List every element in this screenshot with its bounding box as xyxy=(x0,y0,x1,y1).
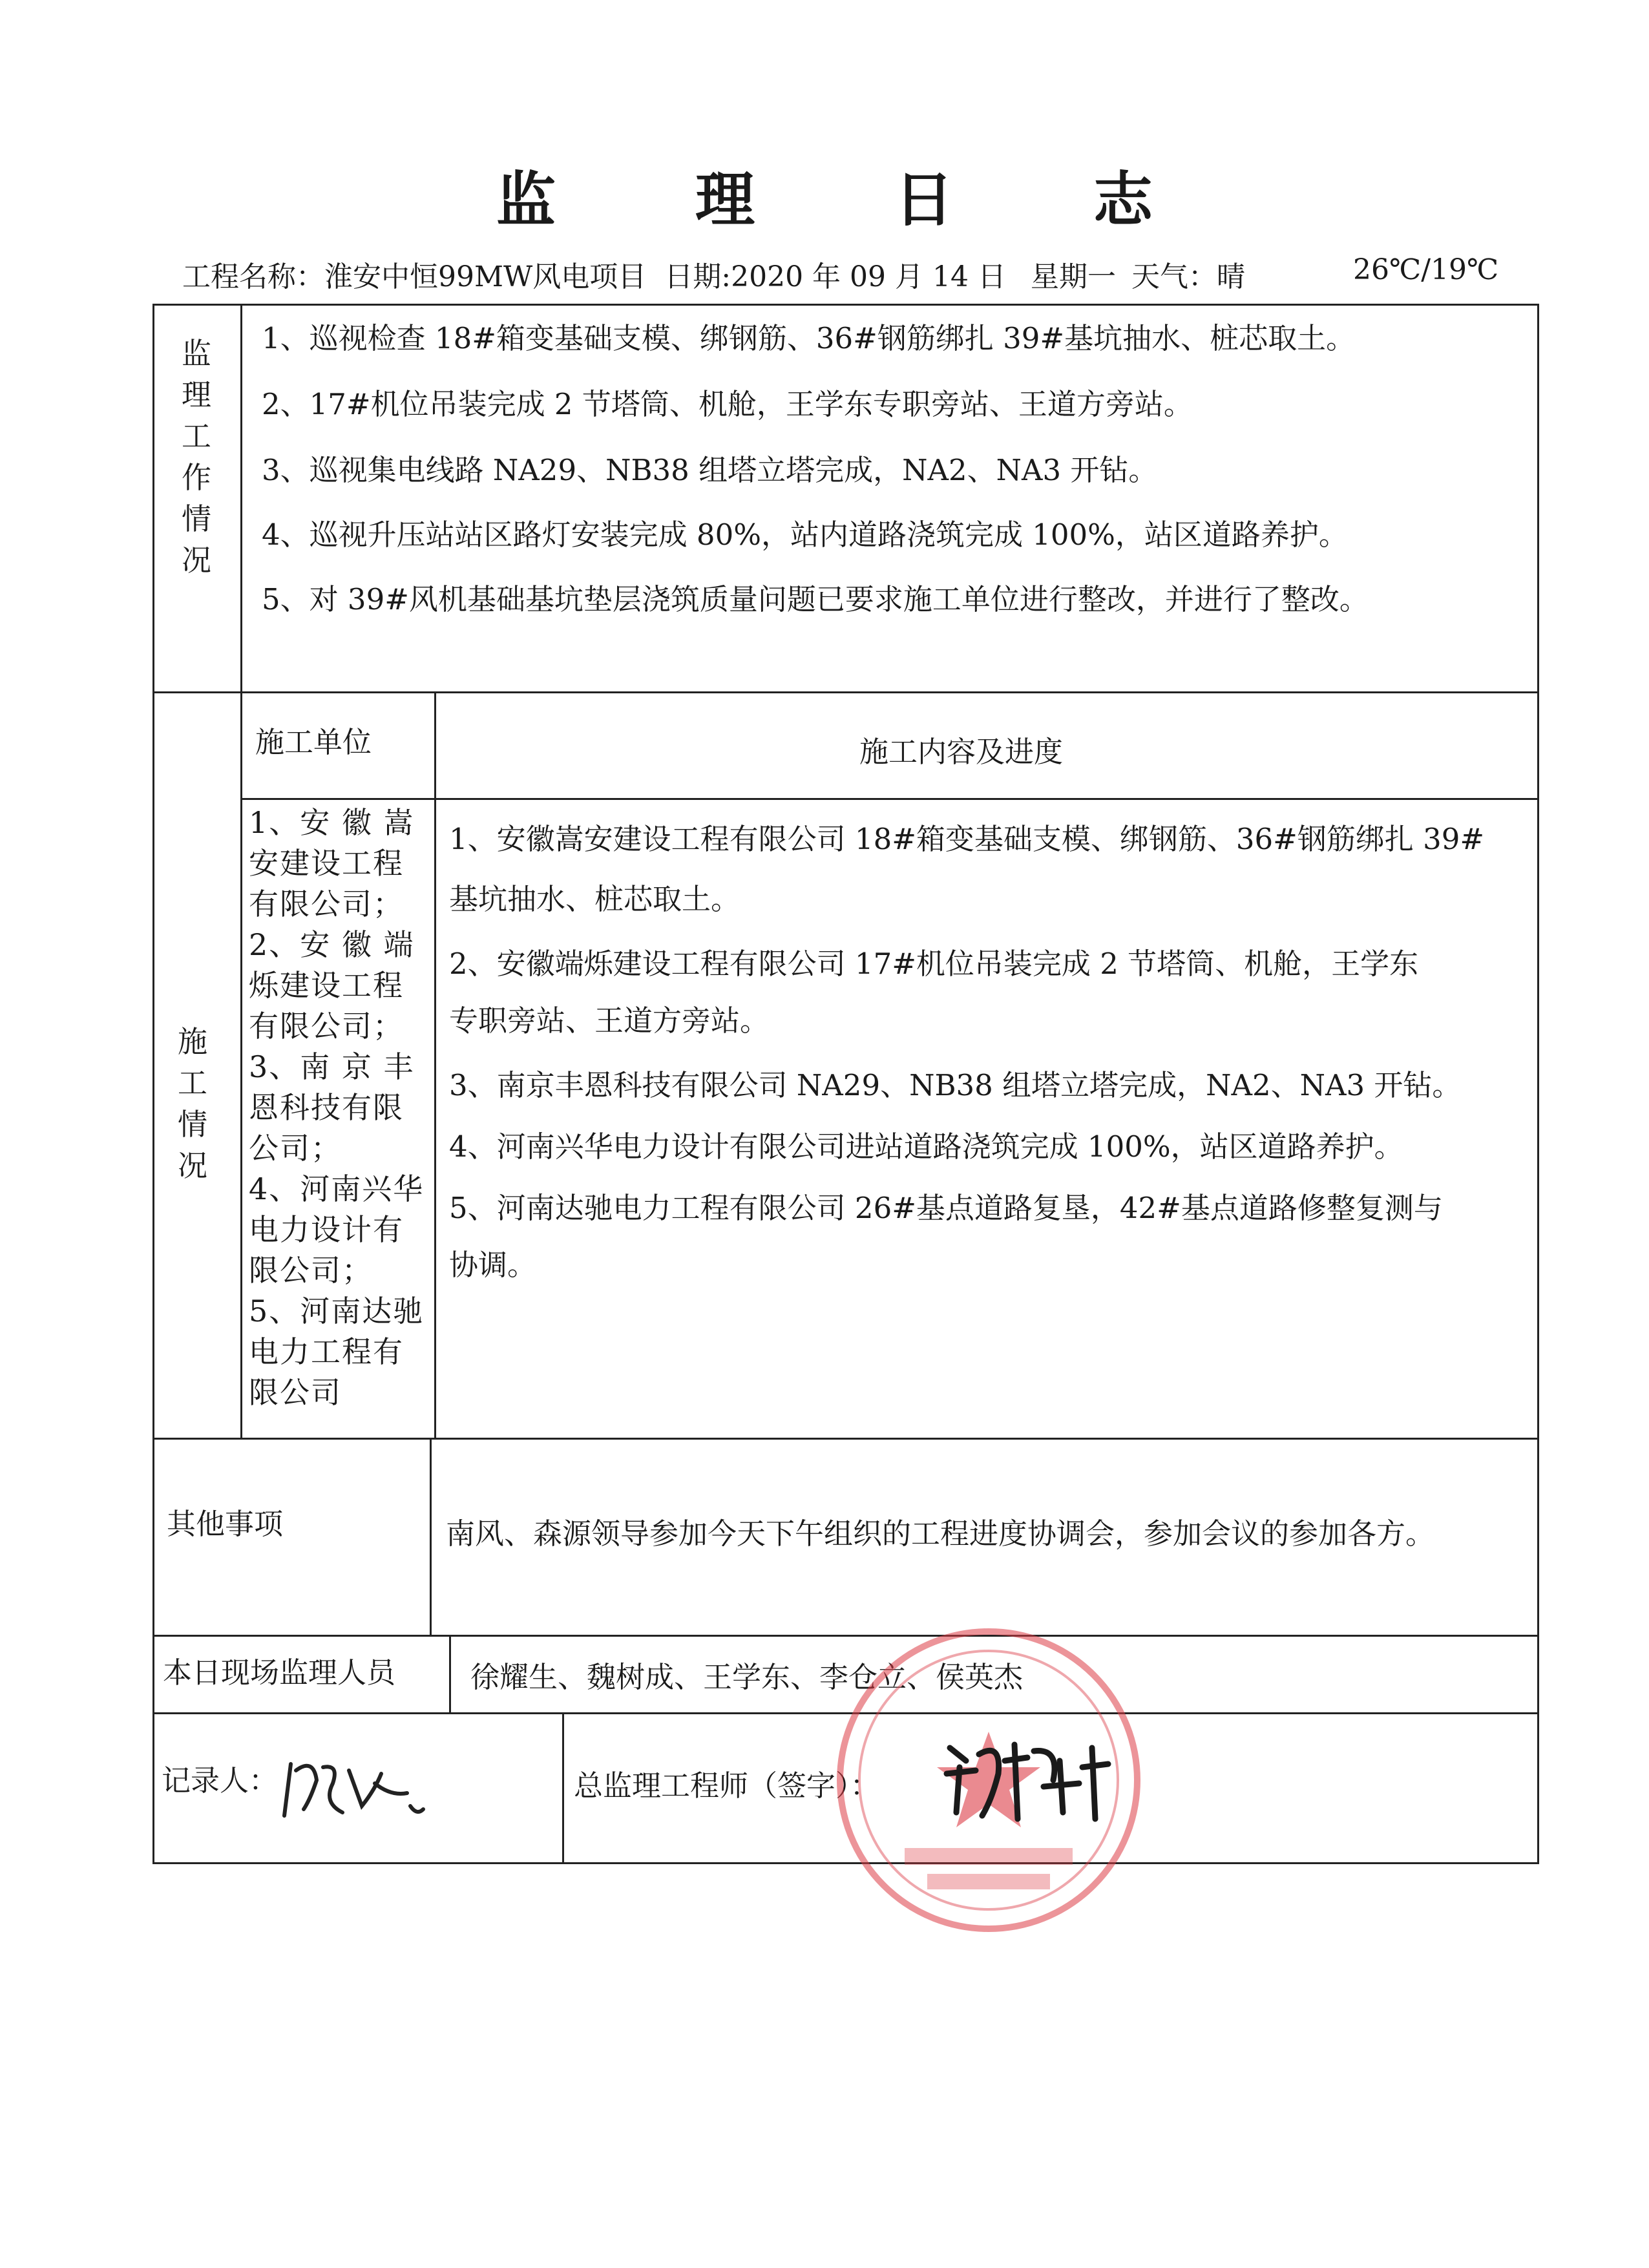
other-label: 其他事项 xyxy=(167,1507,284,1541)
divider xyxy=(240,798,1539,800)
header-line xyxy=(182,253,1500,295)
divider xyxy=(434,691,436,1438)
content-line: 3、南京丰恩科技有限公司 NA29、NB38 组塔立塔完成，NA2、NA3 开钻。 xyxy=(449,1068,1462,1102)
unit-line: 电力设计有 xyxy=(249,1212,404,1247)
unit-line: 5、河南达驰 xyxy=(249,1294,425,1328)
unit-line: 1、安 徽 嵩 xyxy=(249,805,415,840)
log-date: 日期:2020 年 09 月 14 日 xyxy=(664,260,1006,293)
recorder-signature xyxy=(278,1745,426,1829)
content-list xyxy=(449,817,1535,1288)
content-line: 1、安徽嵩安建设工程有限公司 18#箱变基础支模、绑钢筋、36#钢筋绑扎 39# xyxy=(449,822,1485,856)
chief-signature xyxy=(930,1722,1118,1832)
unit-line: 限公司 xyxy=(249,1375,342,1410)
unit-line: 2、安 徽 端 xyxy=(249,927,415,962)
project-name: 工程名称：淮安中恒99MW风电项目 xyxy=(182,260,647,293)
content-line: 4、河南兴华电力设计有限公司进站道路浇筑完成 100%，站区道路养护。 xyxy=(449,1129,1403,1164)
weather: 天气：晴 xyxy=(1131,260,1245,293)
supervision-item: 2、17#机位吊装完成 2 节塔筒、机舱，王学东专职旁站、王道方旁站。 xyxy=(262,387,1193,421)
divider xyxy=(562,1712,564,1864)
divider xyxy=(152,1438,1539,1440)
supervision-item: 3、巡视集电线路 NA29、NB38 组塔立塔完成，NA2、NA3 开钻。 xyxy=(262,453,1158,487)
recorder-signature-drawing xyxy=(278,1745,426,1829)
supervision-item: 5、对 39#风机基础基坑垫层浇筑质量问题已要求施工单位进行整改，并进行了整改。 xyxy=(262,582,1369,616)
col-content-header: 施工内容及进度 xyxy=(859,735,1064,769)
unit-line: 有限公司； xyxy=(249,1009,404,1044)
divider xyxy=(449,1635,451,1712)
content-line: 2、安徽端烁建设工程有限公司 17#机位吊装完成 2 节塔筒、机舱，王学东 xyxy=(449,947,1419,981)
supervision-item: 4、巡视升压站站区路灯安装完成 80%，站内道路浇筑完成 100%，站区道路养护。 xyxy=(262,518,1348,552)
content-line: 基坑抽水、桩芯取土。 xyxy=(449,882,740,916)
supervision-label: 监理工作情况 xyxy=(182,336,211,578)
supervision-items xyxy=(262,317,1528,642)
chief-signature-drawing xyxy=(930,1722,1118,1832)
supervision-item: 1、巡视检查 18#箱变基础支模、绑钢筋、36#钢筋绑扎 39#基坑抽水、桩芯取土。 xyxy=(262,321,1356,355)
chief-label: 总监理工程师（签字）： xyxy=(574,1769,879,1803)
divider xyxy=(152,691,1539,693)
staff-names: 徐耀生、魏树成、王学东、李仓立、侯英杰 xyxy=(470,1660,1024,1694)
divider xyxy=(430,1438,432,1635)
content-line: 专职旁站、王道方旁站。 xyxy=(449,1003,770,1038)
unit-list xyxy=(249,803,433,1413)
page-title: 监 理 日 志 xyxy=(496,165,1213,235)
staff-label: 本日现场监理人员 xyxy=(163,1655,396,1690)
construction-label: 施工情况 xyxy=(178,1024,207,1183)
content-line: 协调。 xyxy=(449,1248,537,1282)
recorder-label: 记录人： xyxy=(162,1763,278,1798)
unit-line: 限公司； xyxy=(249,1253,373,1288)
other-text: 南风、森源领导参加今天下午组织的工程进度协调会，参加会议的参加各方。 xyxy=(446,1517,1435,1551)
weekday: 星期一 xyxy=(1030,260,1116,293)
unit-line: 电力工程有 xyxy=(249,1334,404,1369)
content-line: 5、河南达驰电力工程有限公司 26#基点道路复垦，42#基点道路修整复测与 xyxy=(449,1191,1443,1225)
unit-line: 4、河南兴华 xyxy=(249,1171,425,1206)
unit-line: 有限公司； xyxy=(249,887,404,921)
col-unit-header: 施工单位 xyxy=(255,725,372,759)
unit-line: 公司； xyxy=(249,1131,342,1166)
unit-line: 烁建设工程 xyxy=(249,968,404,1003)
unit-line: 恩科技有限 xyxy=(249,1090,404,1125)
unit-line: 3、南 京 丰 xyxy=(249,1049,415,1084)
temperature: 26℃/19℃ xyxy=(1353,253,1499,286)
unit-line: 安建设工程 xyxy=(249,846,404,881)
divider xyxy=(240,304,242,1438)
